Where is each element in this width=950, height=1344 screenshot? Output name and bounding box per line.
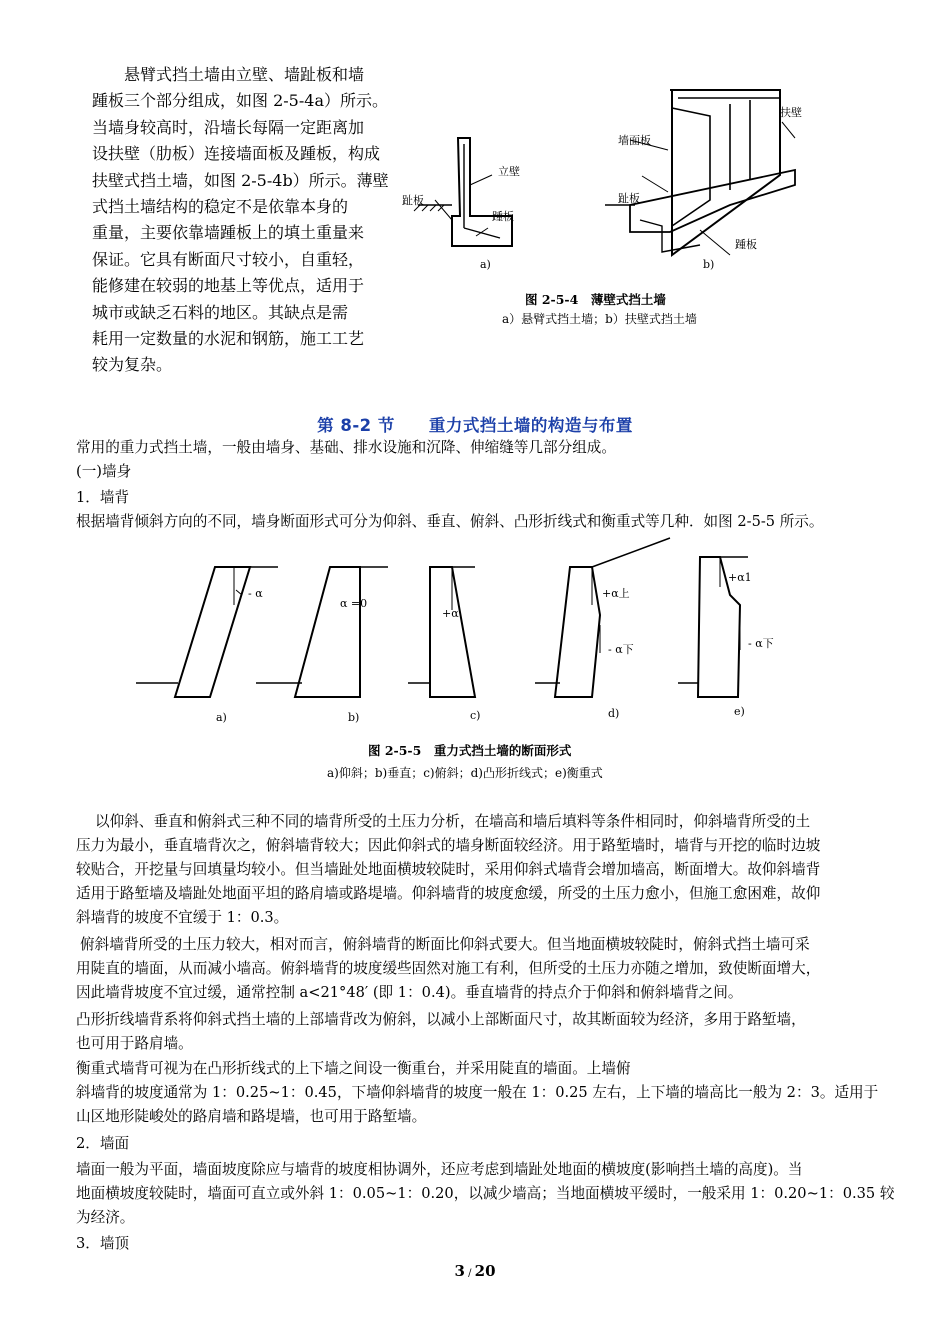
- counterfort-wall-outline: [670, 90, 780, 255]
- figure-2-5-5: [130, 535, 830, 725]
- text-line: 扶壁式挡土墙，如图 2-5-4b）所示。薄壁: [92, 170, 389, 190]
- subheading: 2．墙面: [76, 1135, 130, 1152]
- figure-2-5-4: [400, 80, 810, 310]
- label-zhiban-a: 趾板: [402, 194, 424, 207]
- subheading: 3．墙顶: [76, 1235, 130, 1252]
- text-line: 能修建在较弱的地基上等优点，适用于: [92, 276, 365, 296]
- alpha-label: - α下: [748, 637, 774, 650]
- alpha-label: - α: [248, 587, 263, 600]
- subheading: (一)墙身: [76, 463, 132, 480]
- text-line: 以仰斜、垂直和俯斜式三种不同的墙背所受的土压力分析，在墙高和墙后填料等条件相同时，仰斜墙背所受的土: [95, 813, 811, 830]
- section-heading: [0, 412, 950, 436]
- label-qiangmianban: 墙面板: [618, 134, 651, 147]
- label-libi: 立壁: [498, 165, 520, 178]
- text-line: 衡重式墙背可视为在凸形折线式的上下墙之间设一衡重台，并采用陡直的墙面。上墙俯: [76, 1060, 631, 1077]
- page-current: 3: [454, 1262, 465, 1280]
- cantilever-wall-shape: [452, 138, 512, 246]
- text-line: 山区地形陡峻处的路肩墙和路堤墙，也可用于路堑墙。: [76, 1108, 427, 1125]
- intro-paragraph: [92, 62, 392, 379]
- alpha-label: +α上: [602, 587, 630, 600]
- figure-caption: 图 2-5-4 薄壁式挡土墙: [525, 292, 666, 307]
- text-line: 地面横坡度较陡时，墙面可直立或外斜 1：0.05~1：0.20，以减少墙高；当地面横坡平缓时，一般采用 1：0.20~1：0.35 较: [76, 1185, 895, 1202]
- figure-subcaption: a）悬臂式挡土墙；b）扶壁式挡土墙: [502, 312, 697, 326]
- label-zhongban-a: 踵板: [492, 210, 514, 223]
- section-number: 第 8-2 节: [317, 416, 395, 435]
- text-line: 踵板三个部分组成，如图 2-5-4a）所示。: [92, 91, 388, 111]
- text-line: 保证。它具有断面尺寸较小，自重轻，: [92, 249, 365, 269]
- subheading: 1．墙背: [76, 489, 130, 506]
- text-line: 常用的重力式挡土墙，一般由墙身、基础、排水设施和沉降、伸缩缝等几部分组成。: [76, 439, 616, 456]
- text-line: 用陡直的墙面，从而减小墙高。俯斜墙背的坡度缓些固然对施工有利，但所受的土压力亦随之增加，致使断面增大，: [76, 960, 821, 977]
- alpha-label: α =0: [340, 597, 368, 610]
- alpha-label: - α下: [608, 643, 634, 656]
- text-line: 斜墙背的坡度通常为 1：0.25~1：0.45，下墙仰斜墙背的坡度一般在 1：0.25 左右，上下墙的墙高比一般为 2：3。适用于: [76, 1084, 879, 1101]
- text-line: 较为复杂。: [92, 355, 173, 375]
- figure-sublabel: a): [216, 711, 227, 724]
- text-line: 城市或缺乏石料的地区。其缺点是需: [92, 302, 349, 322]
- text-line: 重量，主要依靠墙踵板上的填土重量来: [92, 223, 365, 243]
- text-line: 也可用于路肩墙。: [76, 1035, 193, 1052]
- text-line: 凸形折线墙背系将仰斜式挡土墙的上部墙背改为俯斜，以减小上部断面尺寸，故其断面较为经济，多用于路堑墙，: [76, 1011, 806, 1028]
- section-title: 重力式挡土墙的构造与布置: [428, 416, 633, 435]
- wall-shape-b: [295, 567, 360, 697]
- text-line: 耗用一定数量的水泥和钢筋，施工工艺: [92, 329, 365, 349]
- figure-sublabel: b): [348, 711, 360, 724]
- label-zhongban-b: 踵板: [735, 238, 757, 251]
- text-line: 因此墙背坡度不宜过缓，通常控制 a<21°48′ (即 1：0.4)。垂直墙背的持点介于仰斜和俯斜墙背之间。: [76, 984, 743, 1001]
- figure-caption: 图 2-5-5 重力式挡土墙的断面形式: [368, 743, 572, 758]
- alpha-label: +α: [442, 607, 459, 620]
- alpha-label: +α1: [728, 571, 752, 584]
- page-separator: /: [464, 1268, 475, 1279]
- text-line: 压力为最小，垂直墙背次之，俯斜墙背较大；因此仰斜式的墙身断面较经济。用于路堑墙时，墙背与开挖的临时边坡: [76, 837, 821, 854]
- page-number: [0, 1262, 950, 1280]
- wall-shape-d: [555, 567, 600, 697]
- figure-sublabel: b): [703, 258, 715, 271]
- text-line: 为经济。: [76, 1209, 135, 1226]
- text-line: 式挡土墙结构的稳定不是依靠本身的: [92, 197, 349, 217]
- text-line: 斜墙背的坡度不宜缓于 1：0.3。: [76, 909, 289, 926]
- page-total: 20: [474, 1262, 496, 1280]
- figure-sublabel: e): [734, 705, 745, 718]
- wall-shape-a: [175, 567, 250, 697]
- label-fubi: 扶壁: [780, 106, 802, 119]
- text-line: 俯斜墙背所受的土压力较大，相对而言，俯斜墙背的断面比仰斜式要大。但当地面横坡较陡时，俯斜式挡土墙可采: [80, 936, 810, 953]
- figure-sublabel: d): [608, 707, 620, 720]
- text-line: 设扶壁（肋板）连接墙面板及踵板，构成: [92, 144, 381, 164]
- figure-sublabel: c): [470, 709, 481, 722]
- text-line: 悬臂式挡土墙由立壁、墙趾板和墙: [124, 65, 365, 84]
- text-line: 根据墙背倾斜方向的不同，墙身断面形式可分为仰斜、垂直、俯斜、凸形折线式和衡重式等几种．如图 2-5-5 所示。: [76, 513, 824, 530]
- figure-sublabel: a): [480, 258, 491, 271]
- figure-subcaption: a)仰斜；b)垂直；c)俯斜；d)凸形折线式；e)衡重式: [327, 766, 603, 780]
- text-line: 墙面一般为平面，墙面坡度除应与墙背的坡度相协调外，还应考虑到墙趾处地面的横坡度(影响挡土墙的高度)。当: [76, 1161, 803, 1178]
- text-line: 适用于路堑墙及墙趾处地面平坦的路肩墙或路堤墙。仰斜墙背的坡度愈缓，所受的土压力愈小，但施工愈困难，故仰: [76, 885, 821, 902]
- text-line: 当墙身较高时，沿墙长每隔一定距离加: [92, 117, 365, 137]
- label-zhiban-b: 趾板: [618, 192, 640, 205]
- text-line: 较贴合，开挖量与回填量均较小。但当墙趾处地面横坡较陡时，采用仰斜式墙背会增加墙高，断面增大。故仰斜墙背: [76, 861, 821, 878]
